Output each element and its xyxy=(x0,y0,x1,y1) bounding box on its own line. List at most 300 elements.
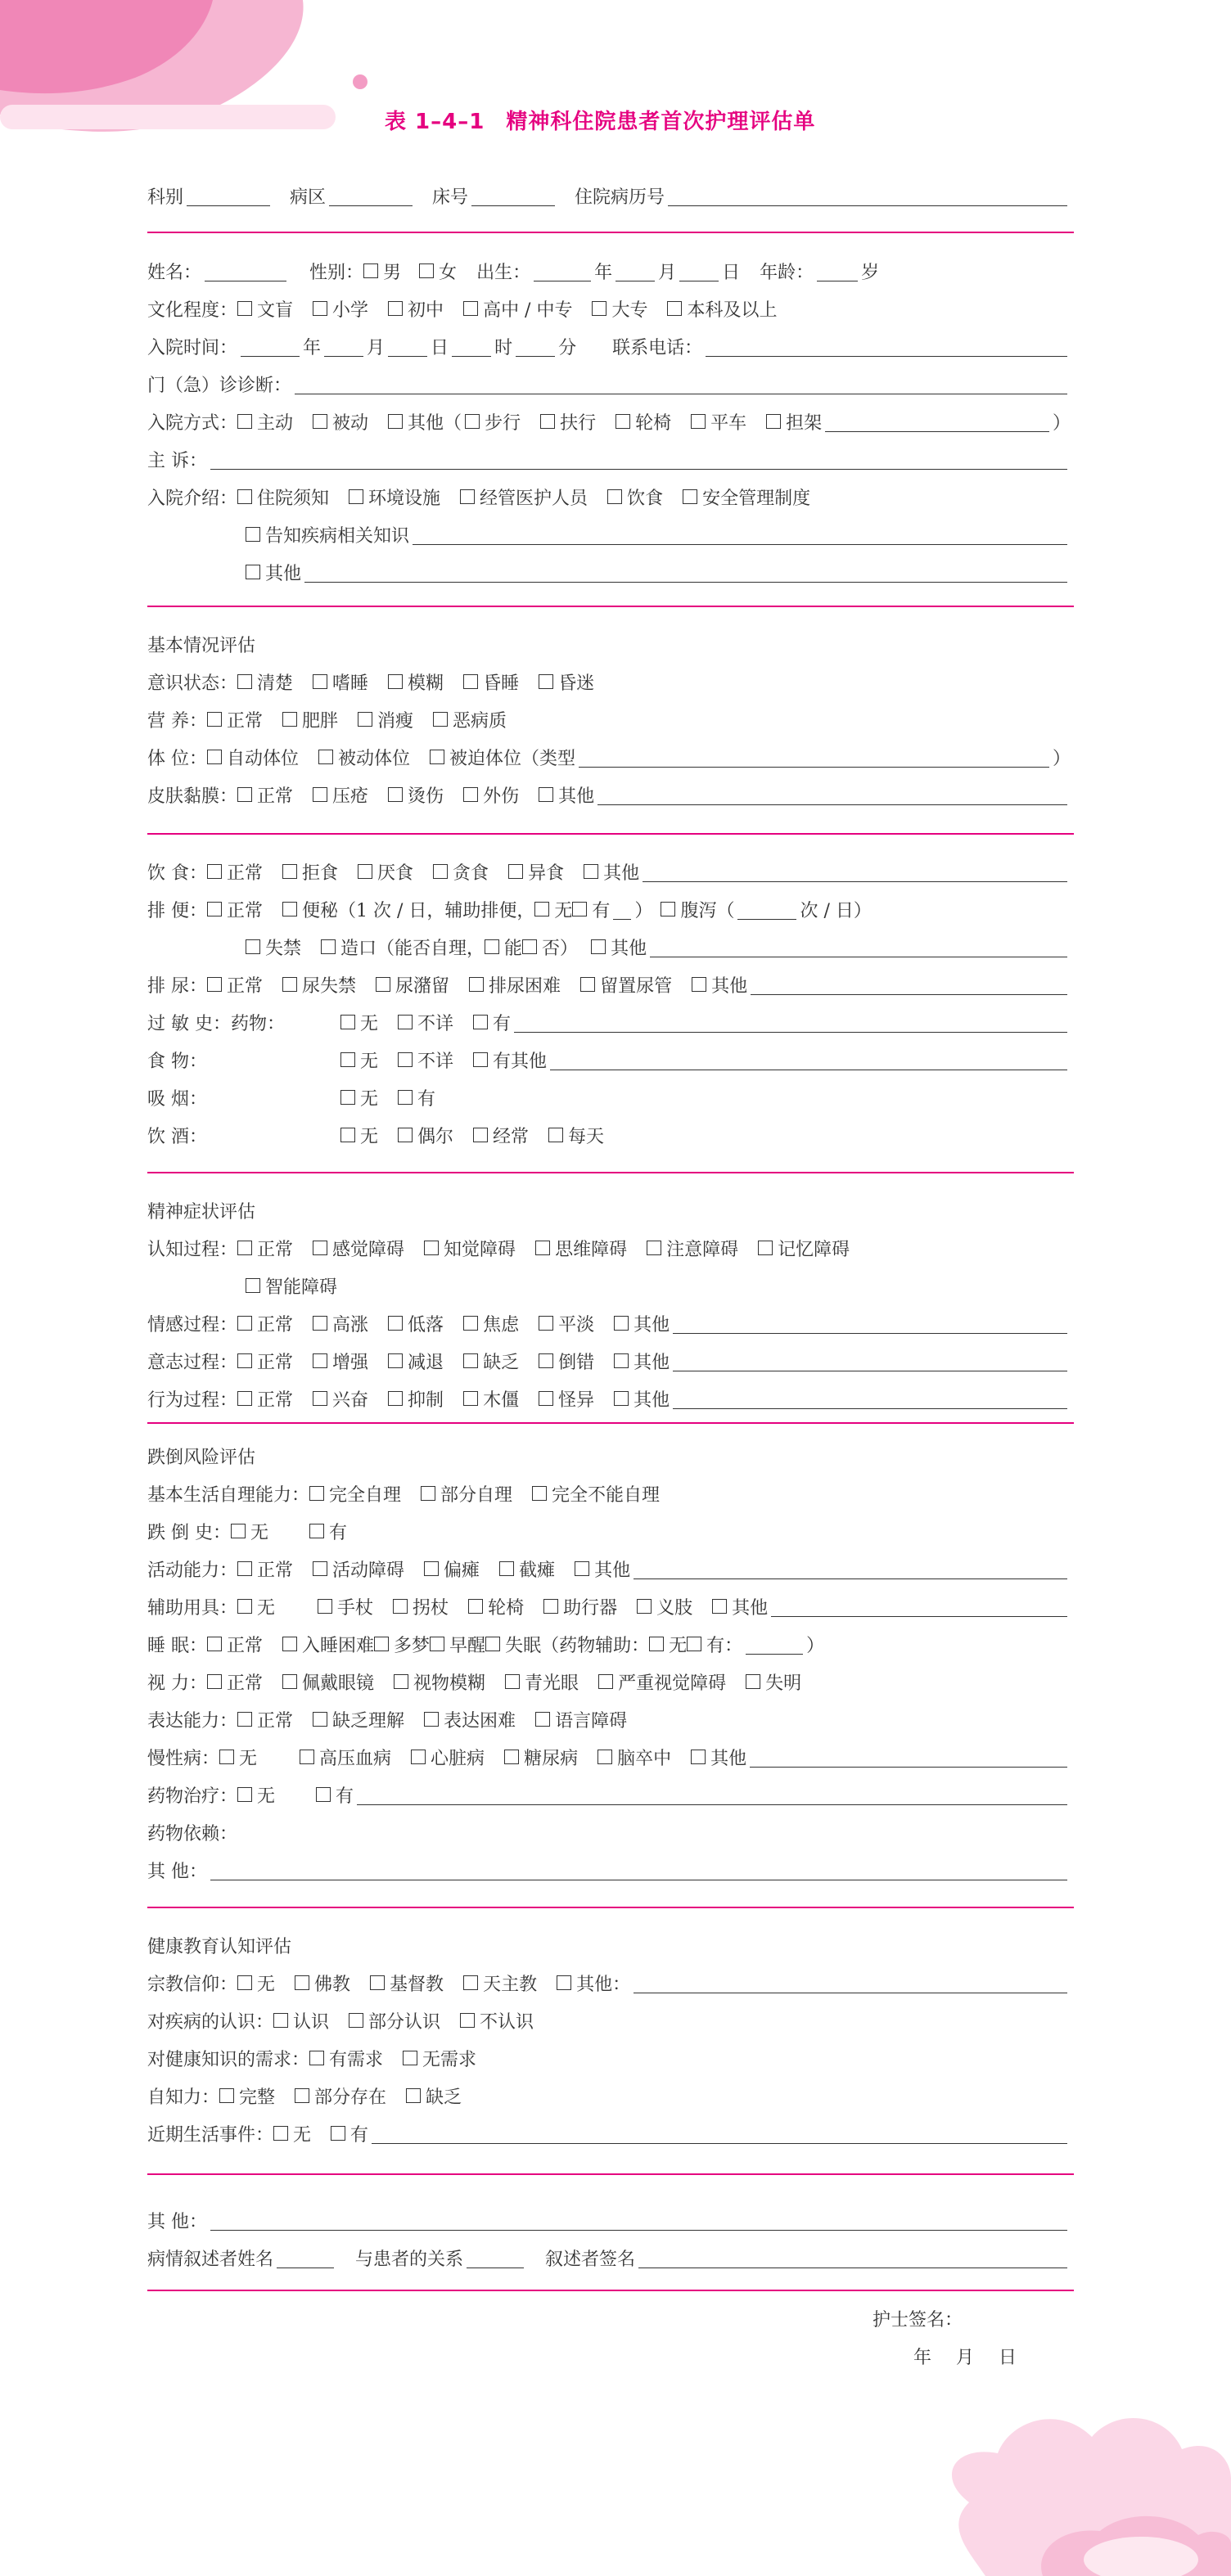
checkbox[interactable] xyxy=(499,1561,514,1576)
checkbox[interactable] xyxy=(340,1090,355,1105)
option: 有其他 xyxy=(493,1051,548,1072)
option: 无需求 xyxy=(422,2049,477,2070)
mode-option: 主动 xyxy=(257,412,294,434)
checkbox[interactable] xyxy=(463,1391,478,1406)
month-label: 月 xyxy=(956,2348,975,2368)
selfcare-row xyxy=(147,1475,679,1512)
chronic-row xyxy=(147,1738,1071,1776)
checkbox[interactable] xyxy=(614,1353,629,1368)
name-field[interactable] xyxy=(205,261,286,281)
insight-row xyxy=(147,2077,481,2114)
checkbox[interactable] xyxy=(539,1391,553,1406)
edu-option: 本科及以上 xyxy=(687,299,778,321)
will-row xyxy=(147,1342,1071,1380)
checkbox[interactable] xyxy=(237,1391,252,1406)
birth-month-field[interactable] xyxy=(616,261,655,281)
checkbox[interactable] xyxy=(406,2088,421,2103)
checkbox[interactable] xyxy=(331,2126,345,2141)
chronic-other-field[interactable] xyxy=(750,1747,1067,1768)
checkbox[interactable] xyxy=(661,902,675,916)
record-no-field[interactable] xyxy=(668,186,1067,206)
checkbox[interactable] xyxy=(358,712,372,727)
diagnosis-field[interactable] xyxy=(295,374,1067,394)
checkbox[interactable] xyxy=(340,1052,355,1067)
unit: 次 / 日） xyxy=(800,900,872,921)
birth-year-field[interactable] xyxy=(534,261,591,281)
intro-row-2 xyxy=(246,516,1071,553)
checkbox[interactable] xyxy=(433,864,448,879)
checkbox[interactable] xyxy=(282,1674,297,1689)
intro-checkbox[interactable] xyxy=(607,489,622,504)
checkbox[interactable] xyxy=(433,712,448,727)
food-allergy-row xyxy=(147,1041,1071,1079)
relation-field[interactable] xyxy=(467,2248,524,2268)
option: 其他 xyxy=(732,1597,769,1619)
narrator-field[interactable] xyxy=(277,2248,334,2268)
checkbox[interactable] xyxy=(313,1561,327,1576)
food-allergy-field[interactable] xyxy=(550,1050,1067,1070)
checkbox[interactable] xyxy=(237,1787,252,1802)
name-label: 姓名： xyxy=(147,262,202,283)
age-label: 年龄： xyxy=(760,262,814,283)
row-label: 活动能力： xyxy=(147,1560,238,1581)
checkbox[interactable] xyxy=(692,977,706,992)
checkbox[interactable] xyxy=(388,674,403,689)
option: 语言障碍 xyxy=(555,1710,628,1732)
complaint-label: 主 诉： xyxy=(147,450,207,471)
admit-minute-field[interactable] xyxy=(516,336,555,357)
option: 留置尿管 xyxy=(600,975,673,997)
option: 模糊 xyxy=(408,673,444,694)
phone-field[interactable] xyxy=(706,336,1067,357)
checkbox[interactable] xyxy=(388,1391,403,1406)
checkbox[interactable] xyxy=(535,1241,550,1255)
checkbox[interactable] xyxy=(321,939,336,954)
stool-row-2 xyxy=(246,928,1071,966)
mode-checkbox[interactable] xyxy=(237,414,252,429)
checkbox[interactable] xyxy=(313,1391,327,1406)
activity-other-field[interactable] xyxy=(634,1559,1067,1579)
checkbox[interactable] xyxy=(691,1750,706,1764)
admit-year-field[interactable] xyxy=(241,336,300,357)
mode-sub-option: 平车 xyxy=(710,412,747,434)
option: 肥胖 xyxy=(302,710,339,732)
urine-other-field[interactable] xyxy=(751,975,1067,995)
option: 木僵 xyxy=(483,1389,520,1411)
mode-sub-checkbox[interactable] xyxy=(766,414,781,429)
intro-checkbox[interactable] xyxy=(349,489,363,504)
drug-allergy-field[interactable] xyxy=(514,1012,1067,1033)
admit-time-row xyxy=(147,327,1071,365)
row-label: 其 他： xyxy=(147,1861,207,1882)
intro-option: 经管医护人员 xyxy=(480,488,588,509)
option: 无 xyxy=(257,1786,276,1807)
checkbox[interactable] xyxy=(388,1316,403,1331)
checkbox[interactable] xyxy=(505,1674,520,1689)
checkbox[interactable] xyxy=(237,787,252,802)
checkbox[interactable] xyxy=(424,1561,439,1576)
checkbox[interactable] xyxy=(219,1750,234,1764)
male-checkbox[interactable] xyxy=(363,263,378,278)
checkbox[interactable] xyxy=(388,787,403,802)
aid-field[interactable] xyxy=(613,899,631,920)
option: 昏睡 xyxy=(483,673,520,694)
form-title xyxy=(385,105,815,135)
checkbox[interactable] xyxy=(584,864,598,879)
checkbox[interactable] xyxy=(460,2013,475,2028)
checkbox[interactable] xyxy=(469,977,484,992)
separator xyxy=(147,606,1074,607)
checkbox[interactable] xyxy=(746,1674,760,1689)
edu-checkbox[interactable] xyxy=(463,301,478,316)
checkbox[interactable] xyxy=(485,939,499,954)
edu-option: 小学 xyxy=(332,299,369,321)
checkbox[interactable] xyxy=(207,902,222,916)
diarrhea-count-field[interactable] xyxy=(737,899,796,920)
checkbox[interactable] xyxy=(231,1524,246,1538)
checkbox[interactable] xyxy=(282,1637,297,1651)
option: 无 xyxy=(360,1051,379,1072)
hour-label: 时 xyxy=(494,337,513,358)
checkbox[interactable] xyxy=(282,977,297,992)
checkbox[interactable] xyxy=(421,1486,435,1501)
checkbox[interactable] xyxy=(398,1090,413,1105)
checkbox[interactable] xyxy=(313,1316,327,1331)
option: 正常 xyxy=(257,1239,294,1260)
checkbox[interactable] xyxy=(548,1128,563,1142)
sleep-drug-field[interactable] xyxy=(746,1634,803,1655)
checkbox[interactable] xyxy=(237,1241,252,1255)
checkbox[interactable] xyxy=(207,1674,222,1689)
checkbox[interactable] xyxy=(313,674,327,689)
mode-other-field[interactable] xyxy=(825,412,1049,432)
option: 缺乏 xyxy=(483,1352,520,1373)
option: 焦虑 xyxy=(483,1314,520,1335)
aids-other-field[interactable] xyxy=(771,1596,1067,1617)
skin-other-field[interactable] xyxy=(597,785,1067,805)
checkbox[interactable] xyxy=(473,1015,488,1029)
checkbox[interactable] xyxy=(313,1712,327,1727)
behavior-other-field[interactable] xyxy=(673,1389,1067,1409)
option: 记忆障碍 xyxy=(778,1239,850,1260)
intro-knowledge-field[interactable] xyxy=(413,525,1067,545)
checkbox[interactable] xyxy=(557,1975,571,1990)
option: 不详 xyxy=(417,1051,454,1072)
footer-other-field[interactable] xyxy=(210,2210,1067,2231)
bed-field[interactable] xyxy=(471,186,555,206)
religion-other-field[interactable] xyxy=(634,1973,1067,1993)
checkbox[interactable] xyxy=(463,787,478,802)
option: 能 xyxy=(504,938,523,959)
checkbox[interactable] xyxy=(522,939,537,954)
checkbox[interactable] xyxy=(403,2051,417,2065)
checkbox[interactable] xyxy=(393,1599,408,1614)
checkbox[interactable] xyxy=(572,902,587,916)
option: 其他 xyxy=(634,1389,670,1411)
option: 偶尔 xyxy=(417,1126,454,1147)
row-label: 意识状态： xyxy=(147,673,238,694)
position-type-field[interactable] xyxy=(579,747,1049,768)
checkbox[interactable] xyxy=(580,977,595,992)
close-paren: ） xyxy=(806,1635,825,1656)
checkbox[interactable] xyxy=(313,787,327,802)
option: 正常 xyxy=(227,1635,264,1656)
separator xyxy=(147,2173,1074,2175)
checkbox[interactable] xyxy=(313,1353,327,1368)
edu-checkbox[interactable] xyxy=(592,301,606,316)
mode-checkbox[interactable] xyxy=(388,414,403,429)
life-events-field[interactable] xyxy=(372,2123,1067,2144)
checkbox[interactable] xyxy=(463,1353,478,1368)
checkbox[interactable] xyxy=(424,1712,439,1727)
dept-field[interactable] xyxy=(187,186,270,206)
checkbox[interactable] xyxy=(219,2088,234,2103)
checkbox[interactable] xyxy=(207,977,222,992)
intro-other-field[interactable] xyxy=(304,562,1067,583)
row-label: 体 位： xyxy=(147,748,207,769)
intro-label: 入院介绍： xyxy=(147,488,238,509)
edu-checkbox[interactable] xyxy=(667,301,682,316)
age-field[interactable] xyxy=(817,261,858,281)
checkbox[interactable] xyxy=(388,1353,403,1368)
checkbox[interactable] xyxy=(534,902,549,916)
option: 完整 xyxy=(239,2087,276,2108)
phone-label: 联系电话： xyxy=(612,337,703,358)
stool-other-field[interactable] xyxy=(650,937,1067,957)
checkbox[interactable] xyxy=(637,1599,652,1614)
close-paren: ） xyxy=(634,900,653,921)
diagnosis-row xyxy=(147,365,1071,403)
mode-sub-option: 轮椅 xyxy=(635,412,672,434)
checkbox[interactable] xyxy=(575,1561,589,1576)
checkbox[interactable] xyxy=(237,1975,252,1990)
checkbox[interactable] xyxy=(508,864,523,879)
male-label: 男 xyxy=(383,262,402,283)
intro-checkbox[interactable] xyxy=(460,489,475,504)
diet-other-field[interactable] xyxy=(643,862,1067,882)
checkbox[interactable] xyxy=(237,1316,252,1331)
checkbox[interactable] xyxy=(647,1241,661,1255)
section-heading xyxy=(147,625,255,663)
checkbox[interactable] xyxy=(758,1241,773,1255)
checkbox[interactable] xyxy=(282,864,297,879)
mode-checkbox[interactable] xyxy=(313,414,327,429)
intro-row-3 xyxy=(246,553,1071,591)
checkbox[interactable] xyxy=(463,1975,478,1990)
checkbox[interactable] xyxy=(374,1637,389,1651)
checkbox[interactable] xyxy=(473,1128,488,1142)
female-checkbox[interactable] xyxy=(419,263,434,278)
checkbox[interactable] xyxy=(463,1316,478,1331)
checkbox[interactable] xyxy=(237,1712,252,1727)
checkbox[interactable] xyxy=(358,864,372,879)
checkbox[interactable] xyxy=(398,1052,413,1067)
row-label: 慢性病： xyxy=(147,1748,220,1769)
checkbox[interactable] xyxy=(597,1750,612,1764)
checkbox[interactable] xyxy=(370,1975,385,1990)
checkbox[interactable] xyxy=(485,1637,500,1651)
birth-label: 出生： xyxy=(476,262,531,283)
checkbox[interactable] xyxy=(207,750,222,764)
checkbox[interactable] xyxy=(246,939,260,954)
checkbox[interactable] xyxy=(430,1637,444,1651)
mode-sub-checkbox[interactable] xyxy=(540,414,555,429)
option: 被动体位 xyxy=(338,748,411,769)
mode-sub-checkbox[interactable] xyxy=(691,414,706,429)
checkbox[interactable] xyxy=(309,1486,324,1501)
checkbox[interactable] xyxy=(295,2088,309,2103)
narrator-sign-field[interactable] xyxy=(638,2248,1067,2268)
option: 增强 xyxy=(332,1352,369,1373)
option: 正常 xyxy=(257,1560,294,1581)
stool-row xyxy=(147,890,872,928)
checkbox[interactable] xyxy=(237,1353,252,1368)
checkbox[interactable] xyxy=(539,787,553,802)
row-label: 情感过程： xyxy=(147,1314,238,1335)
intro-checkbox[interactable] xyxy=(246,565,260,579)
nutrition-row xyxy=(147,700,526,738)
option: 严重视觉障碍 xyxy=(618,1673,727,1694)
checkbox[interactable] xyxy=(398,1015,413,1029)
checkbox[interactable] xyxy=(349,2013,363,2028)
checkbox[interactable] xyxy=(687,1637,701,1651)
checkbox[interactable] xyxy=(340,1015,355,1029)
option: 正常 xyxy=(227,710,264,732)
will-other-field[interactable] xyxy=(673,1351,1067,1371)
checkbox[interactable] xyxy=(411,1750,426,1764)
health-section-title: 健康教育认知评估 xyxy=(147,1936,292,1957)
row-label: 饮 酒： xyxy=(147,1126,207,1147)
checkbox[interactable] xyxy=(237,1561,252,1576)
vision-row xyxy=(147,1663,821,1700)
mode-sub-option: 担架 xyxy=(786,412,823,434)
drug-therapy-field[interactable] xyxy=(357,1785,1067,1805)
checkbox[interactable] xyxy=(340,1128,355,1142)
checkbox[interactable] xyxy=(504,1750,519,1764)
mode-sub-checkbox[interactable] xyxy=(465,414,480,429)
option: 拐杖 xyxy=(413,1597,449,1619)
intro-checkbox[interactable] xyxy=(237,489,252,504)
checkbox[interactable] xyxy=(535,1712,550,1727)
checkbox[interactable] xyxy=(614,1391,629,1406)
checkbox[interactable] xyxy=(300,1750,314,1764)
footer-other-row xyxy=(147,2201,1071,2239)
checkbox[interactable] xyxy=(468,1599,483,1614)
intro-checkbox[interactable] xyxy=(246,527,260,542)
row-label: 排 便： xyxy=(147,900,207,921)
option: 部分认识 xyxy=(368,2011,441,2033)
checkbox[interactable] xyxy=(539,1353,553,1368)
checkbox[interactable] xyxy=(309,1524,324,1538)
option: 正常 xyxy=(257,1314,294,1335)
edu-checkbox[interactable] xyxy=(313,301,327,316)
checkbox[interactable] xyxy=(282,902,297,916)
option: 视物模糊 xyxy=(413,1673,486,1694)
title-text: 精神科住院患者首次护理评估单 xyxy=(506,110,816,134)
checkbox[interactable] xyxy=(598,1674,613,1689)
checkbox[interactable] xyxy=(712,1599,727,1614)
checkbox[interactable] xyxy=(273,2013,288,2028)
admit-month-field[interactable] xyxy=(324,336,363,357)
checkbox[interactable] xyxy=(282,712,297,727)
checkbox[interactable] xyxy=(532,1486,547,1501)
bed-label: 床号 xyxy=(432,187,469,208)
checkbox[interactable] xyxy=(473,1052,488,1067)
edu-checkbox[interactable] xyxy=(388,301,403,316)
checkbox[interactable] xyxy=(318,750,333,764)
option: 嗜睡 xyxy=(332,673,369,694)
checkbox[interactable] xyxy=(543,1599,558,1614)
checkbox[interactable] xyxy=(424,1241,439,1255)
checkbox[interactable] xyxy=(591,939,606,954)
mental-section-title: 精神症状评估 xyxy=(147,1201,256,1223)
female-label: 女 xyxy=(439,262,458,283)
birth-day-field[interactable] xyxy=(679,261,719,281)
checkbox[interactable] xyxy=(316,1787,331,1802)
diagnosis-label: 门（急）诊诊断： xyxy=(147,375,292,396)
mode-sub-checkbox[interactable] xyxy=(616,414,630,429)
option: 有 xyxy=(493,1013,512,1034)
checkbox[interactable] xyxy=(318,1599,332,1614)
checkbox[interactable] xyxy=(309,2051,324,2065)
option: 偏瘫 xyxy=(444,1560,480,1581)
checkbox[interactable] xyxy=(463,674,478,689)
option: 便秘（1 次 / 日，辅助排便， xyxy=(302,900,535,921)
checkbox[interactable] xyxy=(614,1316,629,1331)
checkbox[interactable] xyxy=(313,1241,327,1255)
checkbox[interactable] xyxy=(398,1128,413,1142)
checkbox[interactable] xyxy=(237,1599,252,1614)
checkbox[interactable] xyxy=(273,2126,288,2141)
checkbox[interactable] xyxy=(539,1316,553,1331)
drug-therapy-row xyxy=(147,1776,1071,1813)
option: 有需求 xyxy=(329,2049,384,2070)
emotion-other-field[interactable] xyxy=(673,1313,1067,1334)
admit-hour-field[interactable] xyxy=(452,336,491,357)
age-unit: 岁 xyxy=(861,262,880,283)
option: 入睡困难 xyxy=(302,1635,375,1656)
checkbox[interactable] xyxy=(207,864,222,879)
checkbox[interactable] xyxy=(649,1637,664,1651)
checkbox[interactable] xyxy=(207,1637,222,1651)
checkbox[interactable] xyxy=(539,674,553,689)
checkbox[interactable] xyxy=(394,1674,408,1689)
complaint-field[interactable] xyxy=(210,449,1067,470)
checkbox[interactable] xyxy=(295,1975,309,1990)
checkbox[interactable] xyxy=(246,1278,260,1293)
edu-checkbox[interactable] xyxy=(237,301,252,316)
mode-sub-option: 步行 xyxy=(485,412,521,434)
row-label: 近期生活事件： xyxy=(147,2124,274,2146)
diet-row xyxy=(147,853,1071,890)
fall-other-field[interactable] xyxy=(210,1860,1067,1880)
intro-checkbox[interactable] xyxy=(683,489,697,504)
option: 思维障碍 xyxy=(555,1239,628,1260)
ward-field[interactable] xyxy=(329,186,413,206)
checkbox[interactable] xyxy=(207,712,222,727)
checkbox[interactable] xyxy=(237,674,252,689)
row-label: 对健康知识的需求： xyxy=(147,2049,310,2070)
option: 截瘫 xyxy=(519,1560,556,1581)
option: 恶病质 xyxy=(453,710,507,732)
checkbox[interactable] xyxy=(430,750,444,764)
separator xyxy=(147,2290,1074,2291)
separator xyxy=(147,833,1074,835)
row-label: 行为过程： xyxy=(147,1389,238,1411)
checkbox[interactable] xyxy=(376,977,390,992)
admit-day-field[interactable] xyxy=(388,336,427,357)
option: 排尿困难 xyxy=(489,975,561,997)
